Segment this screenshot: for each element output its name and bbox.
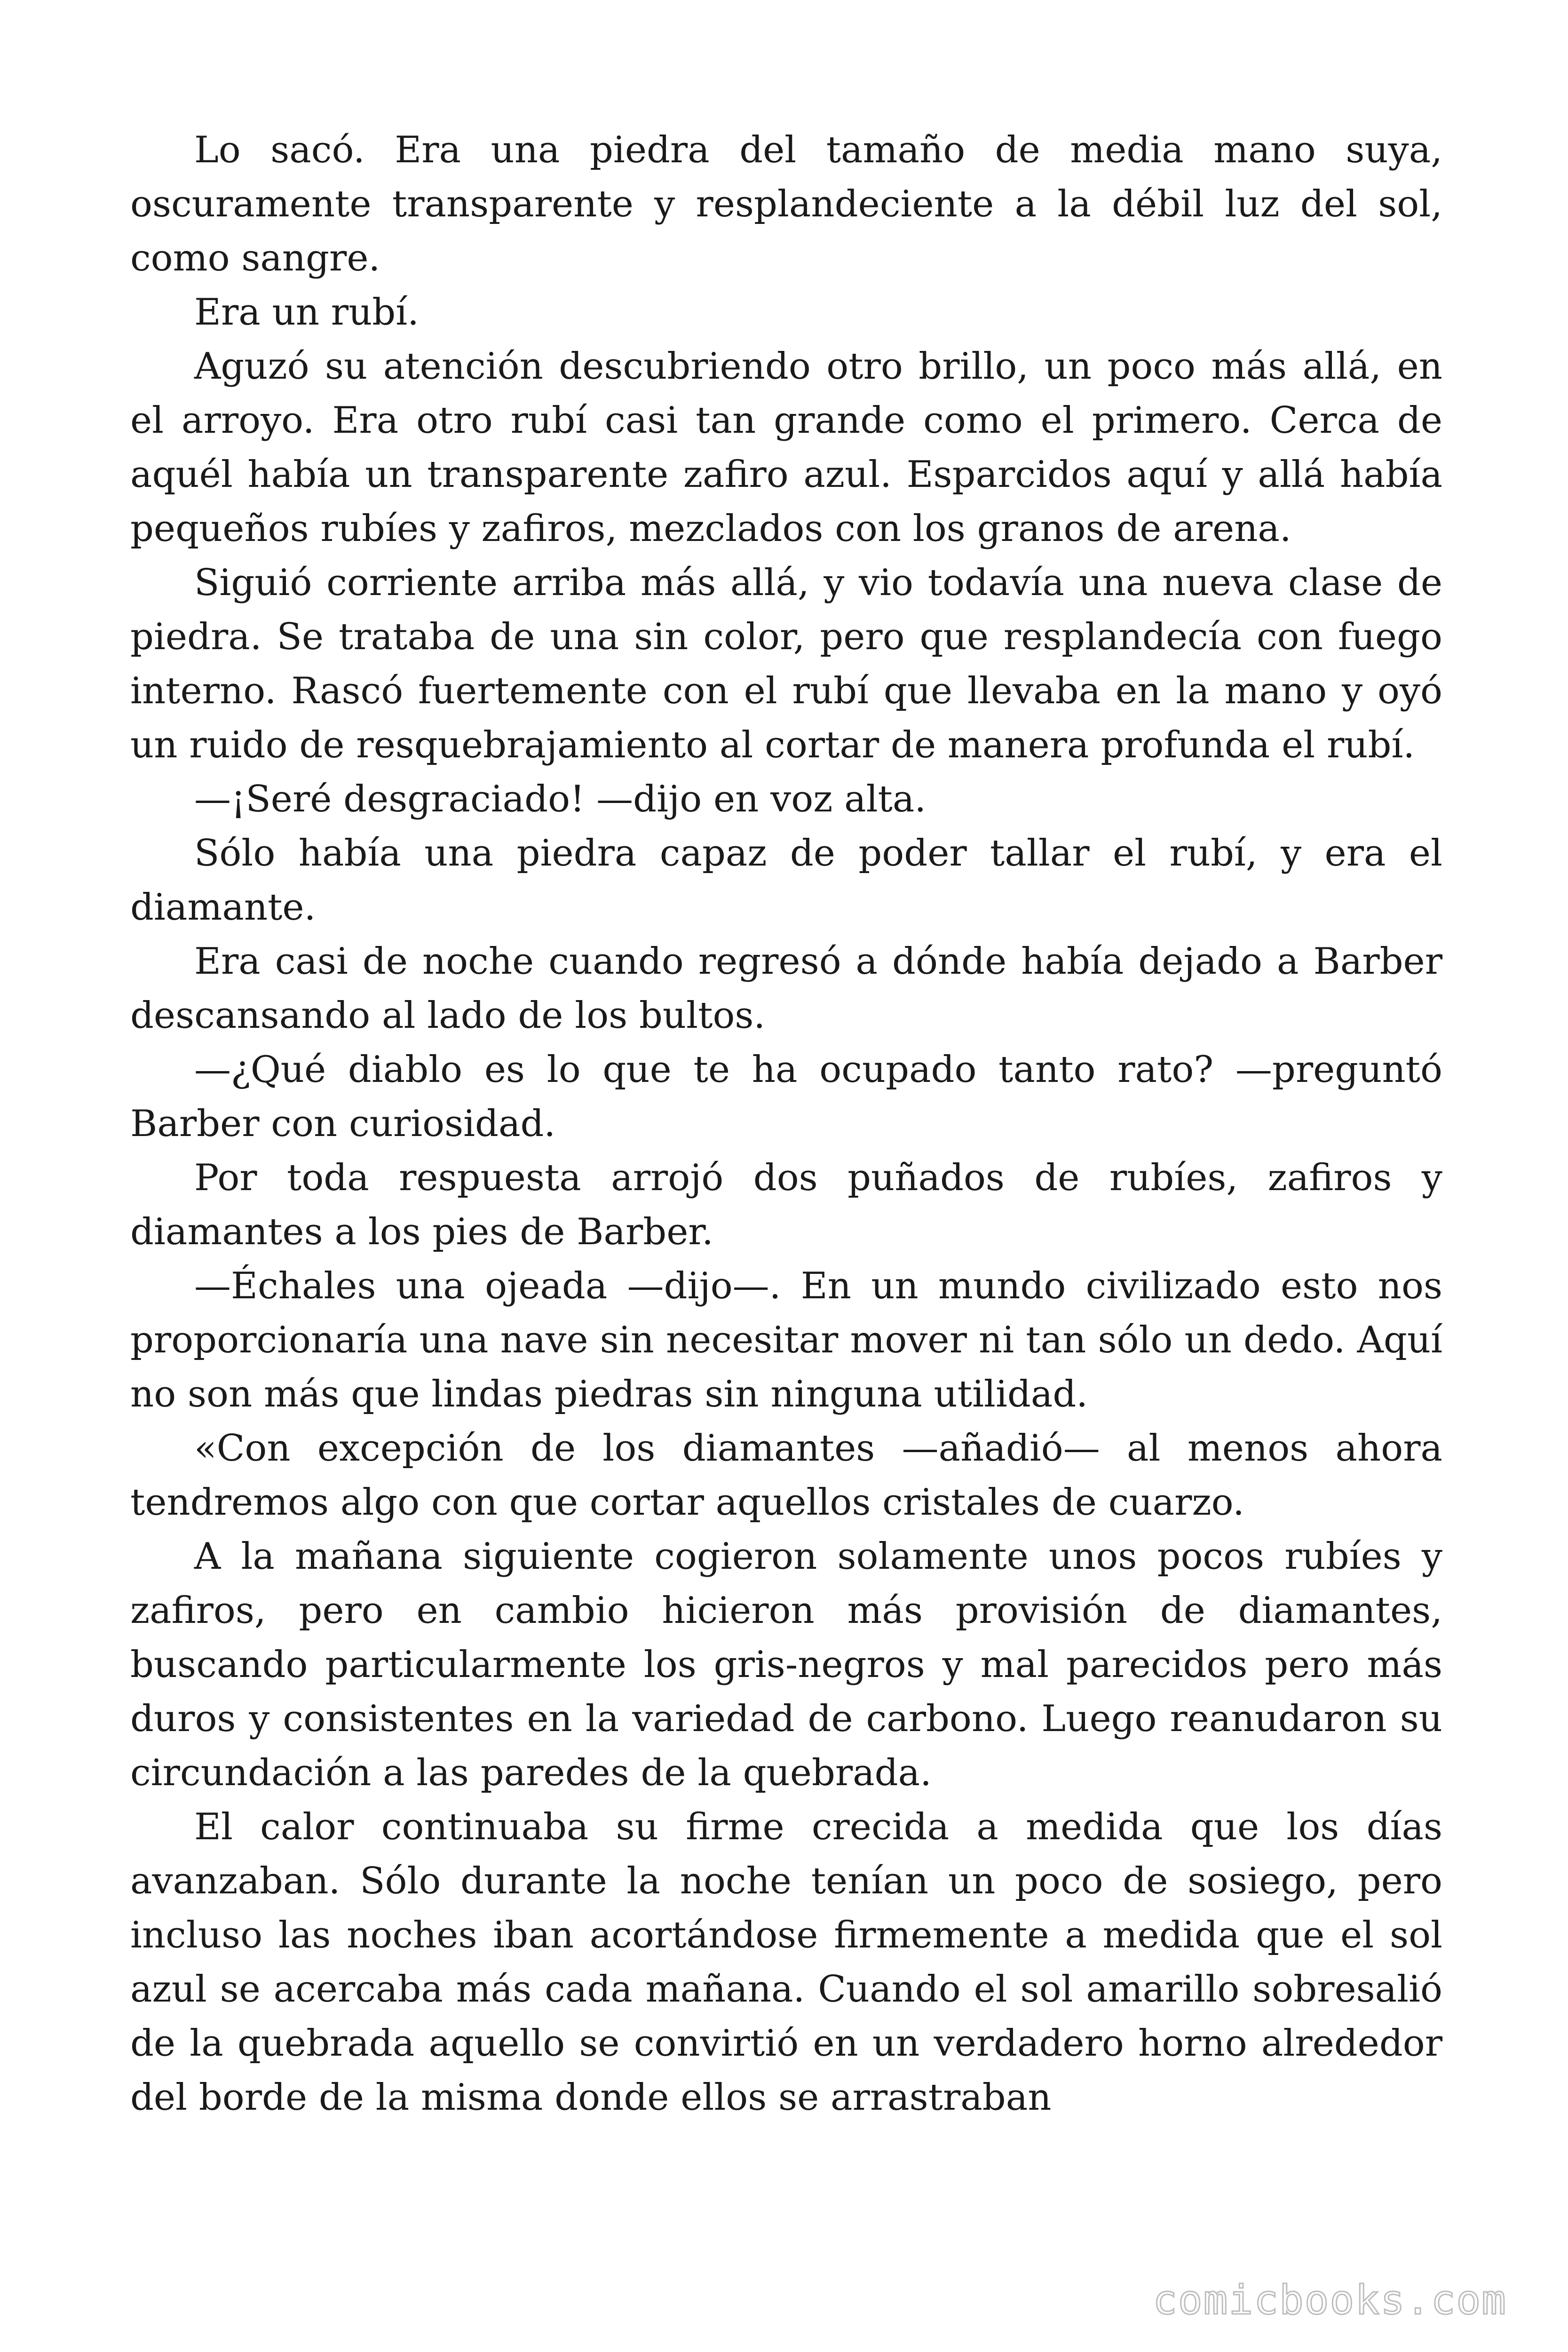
body-text bbox=[130, 123, 1442, 2125]
paragraph: Era casi de noche cuando regresó a dónde había dejado a Barber descansando al lado de los bultos. bbox=[130, 940, 1442, 1037]
watermark-text: comicbooks.com bbox=[1153, 2277, 1507, 2324]
paragraph: Lo sacó. Era una piedra del tamaño de media mano suya, oscuramente transparente y resplandeciente a la débil luz del sol, como sangre. bbox=[130, 129, 1442, 279]
paragraph: —¡Seré desgraciado! —dijo en voz alta. bbox=[194, 778, 927, 820]
paragraph: El calor continuaba su firme crecida a medida que los días avanzaban. Sólo durante la noche tenían un poco de sosiego, pero incluso las noches iban acortándose firmemente a medida que el sol azul se acercaba más cada mañana. Cuando el sol amarillo sobresalió de la quebrada aquello se convirtió en un verdadero horno alrededor del borde de la misma donde ellos se arrastraban bbox=[130, 1806, 1442, 2119]
paragraph: Sólo había una piedra capaz de poder tallar el rubí, y era el diamante. bbox=[130, 832, 1442, 929]
paragraph: «Con excepción de los diamantes —añadió— al menos ahora tendremos algo con que cortar aquellos cristales de cuarzo. bbox=[130, 1427, 1442, 1524]
paragraph: —Échales una ojeada —dijo—. En un mundo civilizado esto nos proporcionaría una nave sin necesitar mover ni tan sólo un dedo. Aquí no son más que lindas piedras sin ninguna utilidad. bbox=[130, 1265, 1442, 1415]
paragraph: Por toda respuesta arrojó dos puñados de rubíes, zafiros y diamantes a los pies de Barber. bbox=[130, 1157, 1442, 1253]
paragraph: Era un rubí. bbox=[194, 291, 419, 334]
paragraph: —¿Qué diablo es lo que te ha ocupado tanto rato? —preguntó Barber con curiosidad. bbox=[130, 1049, 1442, 1145]
paragraph: Aguzó su atención descubriendo otro brillo, un poco más allá, en el arroyo. Era otro rubí casi tan grande como el primero. Cerca de aquél había un transparente zafiro azul. Esparcidos aquí y allá había pequeños rubíes y zafiros, mezclados con los granos de arena. bbox=[130, 345, 1442, 550]
paragraph: A la mañana siguiente cogieron solamente unos pocos rubíes y zafiros, pero en cambio hicieron más provisión de diamantes, buscando particularmente los gris-negros y mal parecidos pero más duros y consistentes en la variedad de carbono. Luego reanudaron su circundación a las paredes de la quebrada. bbox=[130, 1535, 1442, 1794]
paragraph: Siguió corriente arriba más allá, y vio todavía una nueva clase de piedra. Se trataba de una sin color, pero que resplandecía con fuego interno. Rascó fuertemente con el rubí que llevaba en la mano y oyó un ruido de resquebrajamiento al cortar de manera profunda el rubí. bbox=[130, 562, 1442, 766]
